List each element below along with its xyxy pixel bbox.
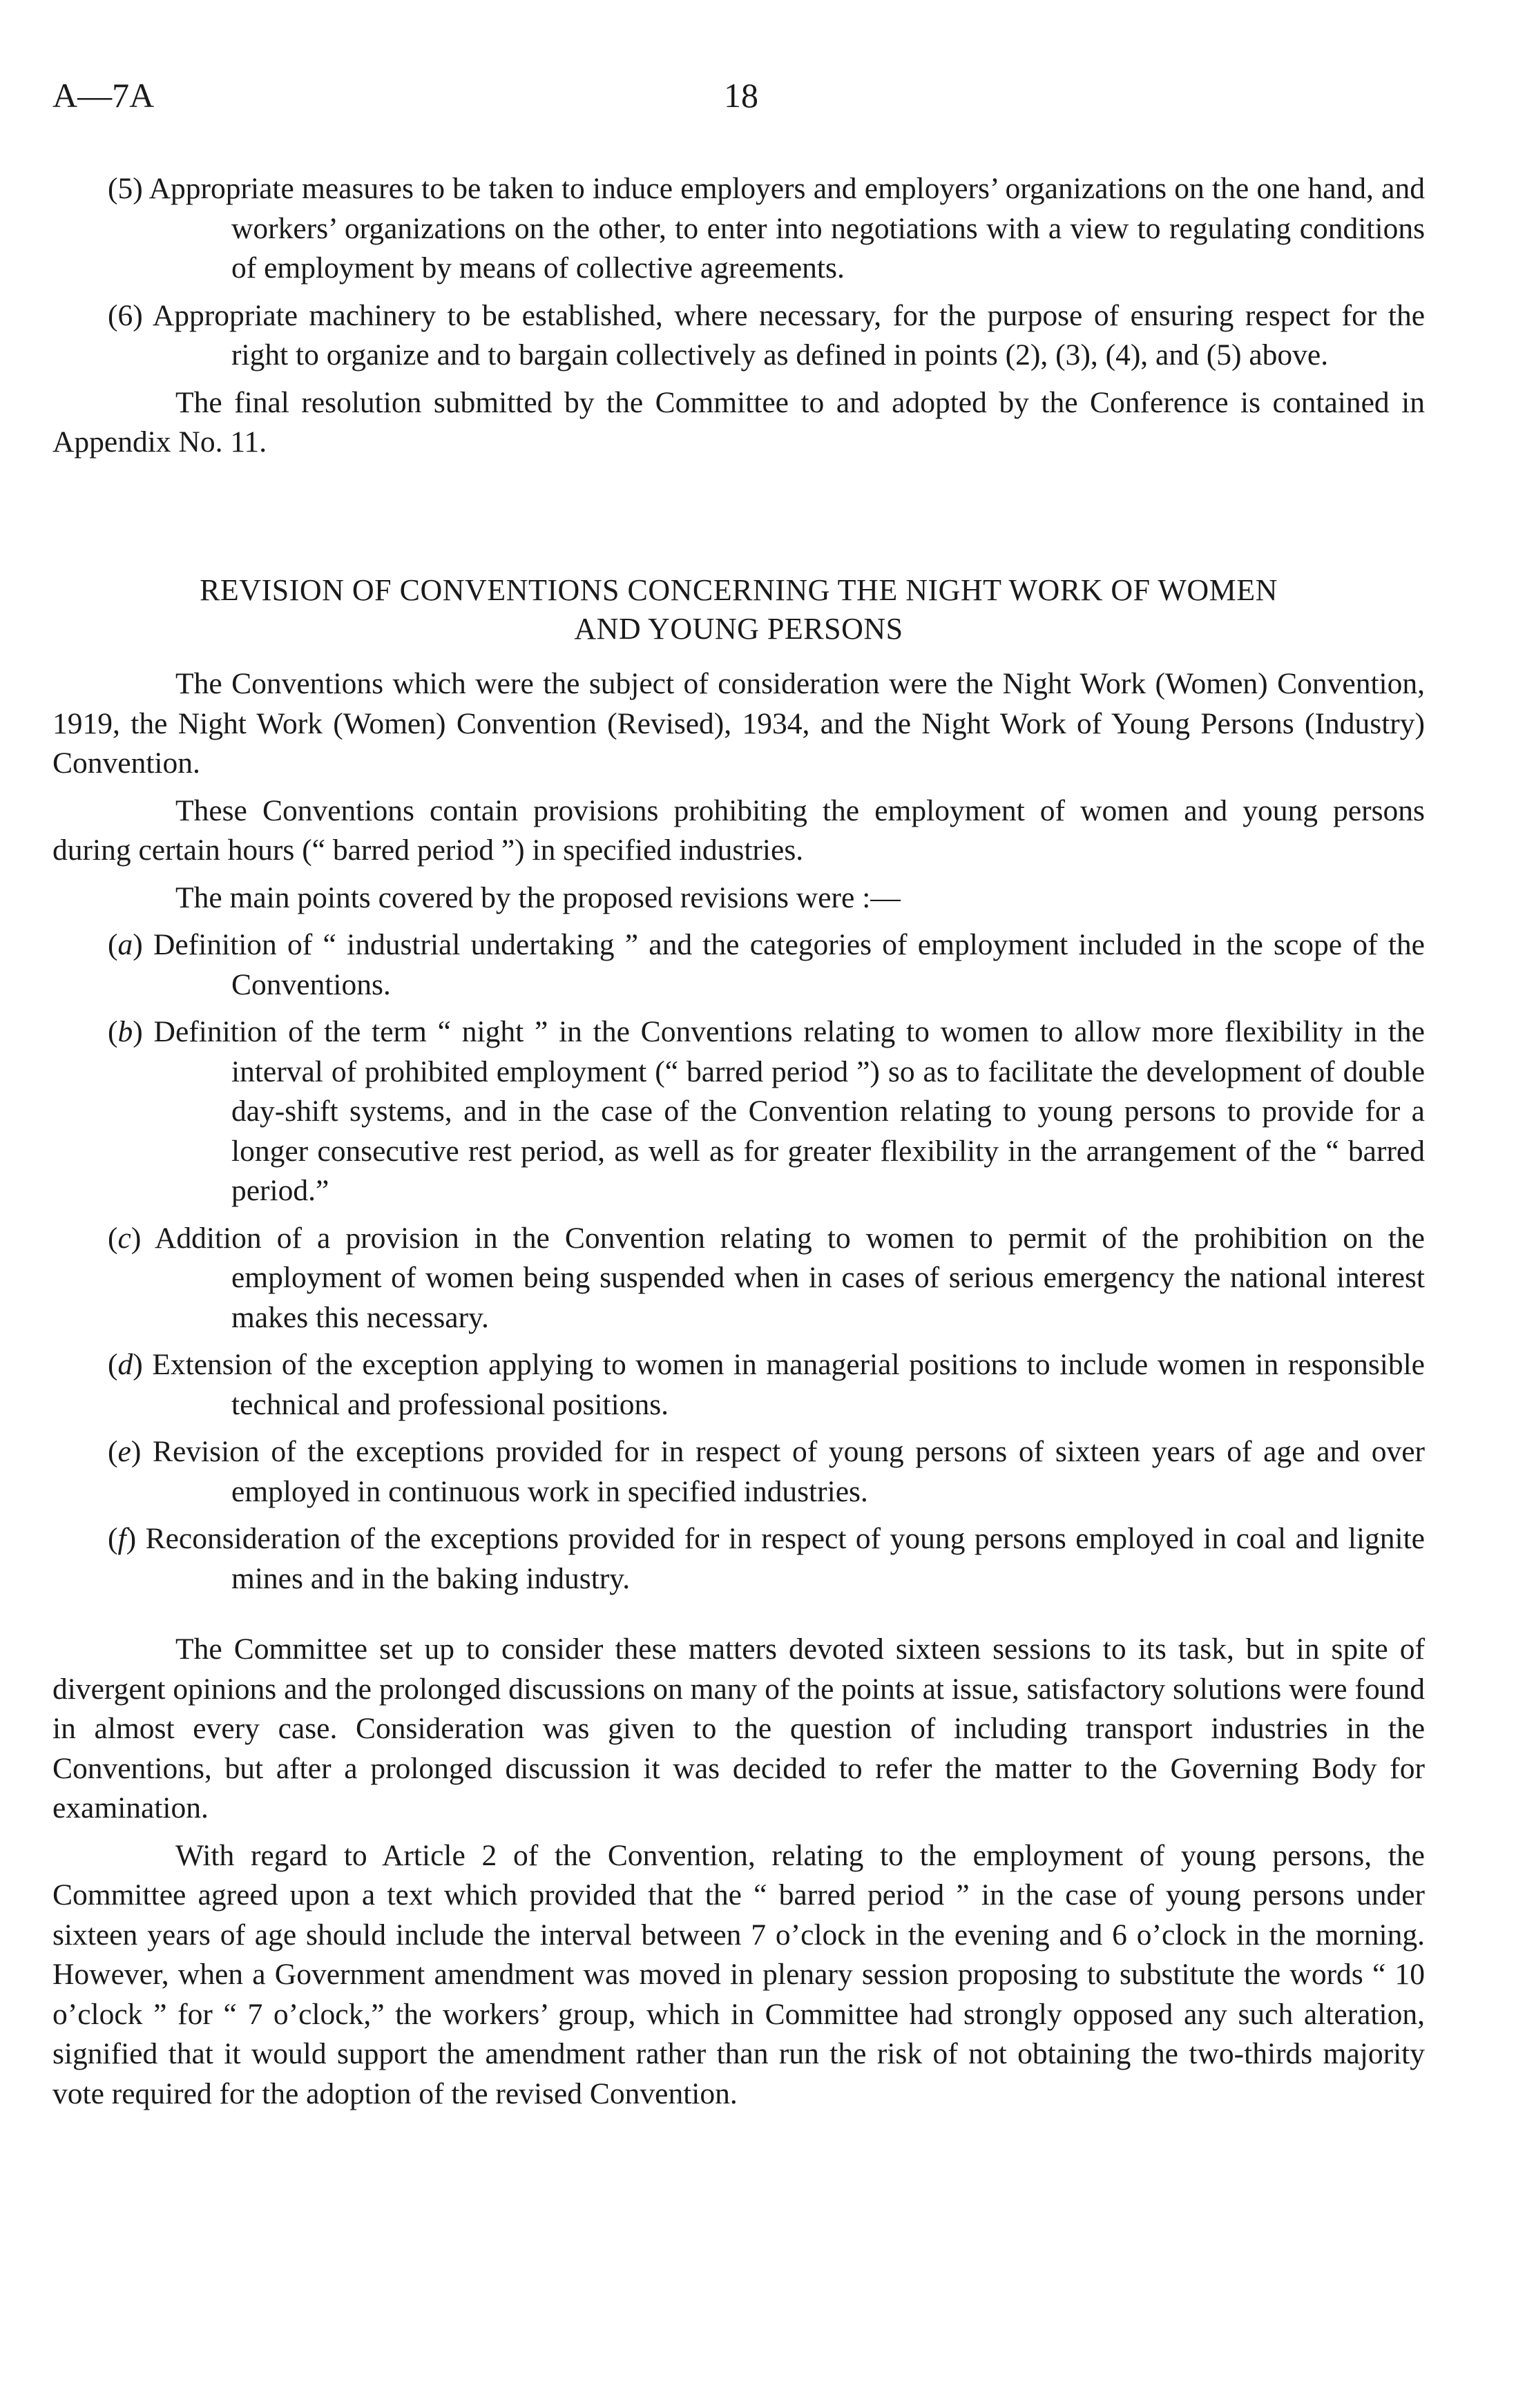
- page-number: 18: [724, 76, 758, 115]
- revision-point: (e) Revision of the exceptions provided for in respect of young persons of sixteen years of age and over employed in continuous work in specified industries.: [108, 1435, 1425, 1508]
- revision-point: (a) Definition of “ industrial undertaking ” and the categories of employment included in the scope of the Conventions.: [108, 928, 1425, 1001]
- revision-point: (b) Definition of the term “ night ” in the Conventions relating to women to allow more flexibility in the interval of prohibited employment (“ barred period ”) so as to facilitate the development of double day-shift systems, and in the case of the Convention relating to young persons to provide for a longer consecutive rest period, as well as for greater flexibility in the arrangement of the “ barred period.”: [108, 1015, 1425, 1207]
- list-item: [52, 169, 1425, 289]
- revision-point: (c) Addition of a provision in the Convention relating to women to permit of the prohibition on the employment of women being suspended when in cases of serious emergency the national interest makes this necessary.: [108, 1221, 1425, 1334]
- revision-point: (d) Extension of the exception applying to women in managerial positions to include women in responsible technical and professional positions.: [108, 1348, 1425, 1421]
- paragraph: The Conventions which were the subject of consideration were the Night Work (Women) Convention, 1919, the Night Work (Women) Convention (Revised), 1934, and the Night Work of Young Persons (Industry) Convention.: [52, 667, 1425, 780]
- point-text: Addition of a provision in the Convention relating to women to permit of the prohibition on the employment of women being suspended when in cases of serious emergency the national interest makes this necessary.: [154, 1221, 1425, 1334]
- document-code: A—7A: [52, 76, 155, 115]
- list-item: [52, 296, 1425, 376]
- paragraph: With regard to Article 2 of the Convention, relating to the employment of young persons, the Committee agreed upon a text which provided that the “ barred period ” in the case of young persons under sixteen years of age should include the interval between 7 o’clock in the evening and 6 o’clock in the morning. However, when a Government amendment was moved in plenary session proposing to substitute the words “ 10 o’clock ” for “ 7 o’clock,” the workers’ group, which in Committee had strongly opposed any such alteration, signified that it would support the amendment rather than run the risk of not obtaining the two-thirds majority vote required for the adoption of the revised Convention.: [52, 1838, 1425, 2110]
- section-heading-line2: AND YOUNG PERSONS: [574, 612, 903, 646]
- top-section: [52, 169, 1425, 463]
- paragraph: These Conventions contain provisions prohibiting the employment of women and young persons during certain hours (“ barred period ”) in specified industries.: [52, 793, 1425, 867]
- point-label: b: [117, 1015, 133, 1048]
- main-section: [52, 664, 1425, 2114]
- item-text: Appropriate machinery to be established, where necessary, for the purpose of ensuring respect for the right to organize and to bargain collectively as defined in points (2), (3), (4), and (5) above.: [152, 298, 1425, 372]
- item-label: (6): [108, 298, 143, 332]
- item-text: Appropriate measures to be taken to induce employers and employers’ organizations on the one hand, and workers’ organizations on the other, to enter into negotiations with a view to regulating conditions of employment by means of collective agreements.: [148, 172, 1425, 285]
- point-text: Reconsideration of the exceptions provided for in respect of young persons employed in coal and lignite mines and in the baking industry.: [145, 1522, 1425, 1595]
- paragraph: The main points covered by the proposed revisions were :—: [175, 880, 901, 914]
- point-label: e: [117, 1435, 131, 1468]
- item-label: (5): [108, 172, 143, 205]
- section-heading-line1: REVISION OF CONVENTIONS CONCERNING THE NIGHT WORK OF WOMEN: [200, 573, 1278, 607]
- resolution-paragraph: The final resolution submitted by the Committee to and adopted by the Conference is contained in Appendix No. 11.: [52, 385, 1425, 459]
- point-text: Revision of the exceptions provided for in respect of young persons of sixteen years of age and over employed in continuous work in specified industries.: [153, 1435, 1425, 1508]
- point-label: f: [117, 1522, 126, 1555]
- point-text: Extension of the exception applying to women in managerial positions to include women in responsible technical and professional positions.: [152, 1348, 1425, 1421]
- point-text: Definition of “ industrial undertaking ” and the categories of employment included in the scope of the Conventions.: [153, 928, 1425, 1001]
- revision-point: (f) Reconsideration of the exceptions provided for in respect of young persons employed in coal and lignite mines and in the baking industry.: [108, 1522, 1425, 1595]
- point-label: d: [117, 1348, 133, 1381]
- point-text: Definition of the term “ night ” in the Conventions relating to women to allow more flexibility in the interval of prohibited employment (“ barred period ”) so as to facilitate the development of double day-shift systems, and in the case of the Convention relating to young persons to provide for a longer consecutive rest period, as well as for greater flexibility in the arrangement of the “ barred period.”: [153, 1015, 1425, 1207]
- point-label: c: [117, 1221, 131, 1255]
- section-heading: [52, 571, 1425, 648]
- paragraph: The Committee set up to consider these matters devoted sixteen sessions to its task, but in spite of divergent opinions and the prolonged discussions on many of the points at issue, satisfactory solutions were found in almost every case. Consideration was given to the question of including transport industries in the Conventions, but after a prolonged discussion it was decided to refer the matter to the Governing Body for examination.: [52, 1632, 1425, 1824]
- point-label: a: [117, 928, 133, 961]
